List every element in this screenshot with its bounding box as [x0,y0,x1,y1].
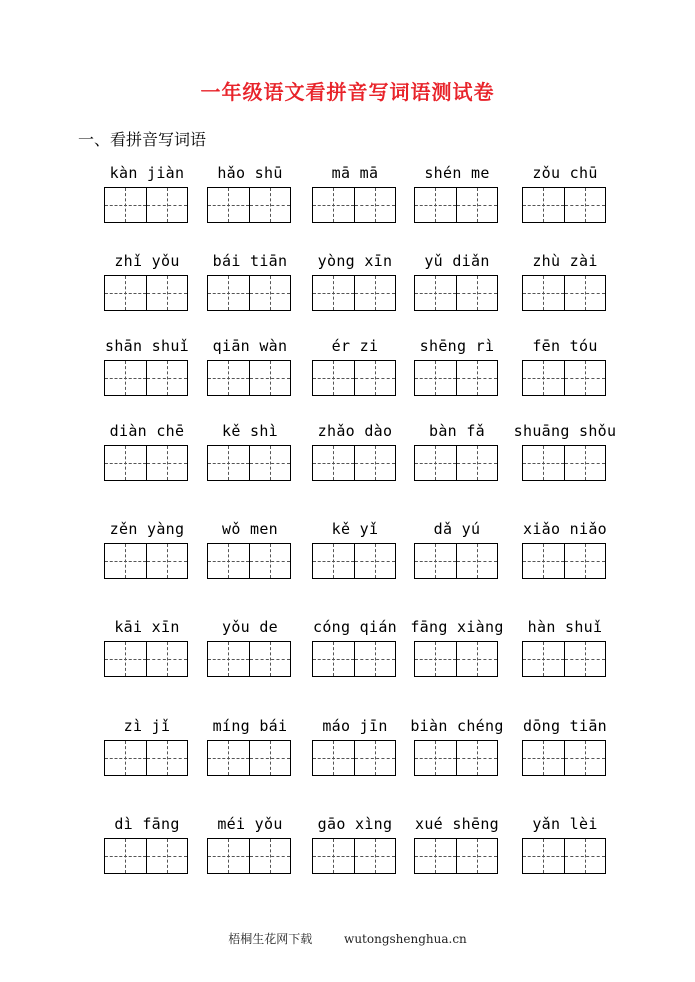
pinyin-text: shén me [424,164,490,182]
pinyin-text: hàn shuǐ [527,618,603,636]
writing-box[interactable] [312,187,396,223]
writing-box[interactable] [207,445,291,481]
tian-zi-cell[interactable] [523,544,564,578]
tian-zi-cell[interactable] [208,741,249,775]
footer-site-name: 梧桐生花网下载 [228,932,313,946]
pinyin-item [522,337,608,397]
tian-zi-cell[interactable] [354,544,396,578]
tian-zi-cell[interactable] [249,839,291,873]
tian-zi-cell[interactable] [564,741,606,775]
tian-zi-cell[interactable] [208,446,249,480]
tian-zi-cell[interactable] [208,839,249,873]
tian-zi-cell[interactable] [105,741,146,775]
tian-zi-cell[interactable] [208,188,249,222]
tian-zi-cell[interactable] [354,276,396,310]
tian-zi-cell[interactable] [249,741,291,775]
pinyin-text: máo jīn [322,717,388,735]
tian-zi-cell[interactable] [313,839,354,873]
writing-box[interactable] [207,838,291,874]
pinyin-item [414,422,500,482]
tian-zi-cell[interactable] [456,276,498,310]
pinyin-item [522,164,608,224]
tian-zi-cell[interactable] [146,188,188,222]
writing-box[interactable] [104,187,188,223]
writing-box[interactable] [104,838,188,874]
pinyin-text: kāi xīn [114,618,180,636]
section-heading: 一、看拼音写词语 [78,130,207,149]
writing-box[interactable] [522,187,606,223]
pinyin-item [207,422,293,482]
writing-box[interactable] [104,641,188,677]
pinyin-item [312,164,398,224]
pinyin-item [410,717,504,777]
pinyin-text: gāo xìng [317,815,393,833]
pinyin-text: xué shēng [415,815,499,833]
tian-zi-cell[interactable] [415,642,456,676]
pinyin-text: míng bái [212,717,288,735]
tian-zi-cell[interactable] [146,642,188,676]
pinyin-text: ér zi [331,337,379,355]
pinyin-item [207,815,293,875]
tian-zi-cell[interactable] [564,188,606,222]
footer-site-url: wutongshenghua.cn [344,932,467,946]
writing-box[interactable] [414,445,498,481]
writing-box[interactable] [104,275,188,311]
pinyin-text: zěn yàng [109,520,185,538]
pinyin-item [104,717,190,777]
tian-zi-cell[interactable] [564,446,606,480]
pinyin-text: fāng xiàng [410,618,504,636]
writing-box[interactable] [414,740,498,776]
tian-zi-cell[interactable] [146,276,188,310]
pinyin-item [104,520,190,580]
tian-zi-cell[interactable] [354,446,396,480]
tian-zi-cell[interactable] [249,544,291,578]
writing-box[interactable] [522,360,606,396]
tian-zi-cell[interactable] [523,188,564,222]
writing-box[interactable] [104,543,188,579]
pinyin-item [414,520,500,580]
tian-zi-cell[interactable] [354,642,396,676]
tian-zi-cell[interactable] [146,446,188,480]
pinyin-item [414,337,500,397]
tian-zi-cell[interactable] [456,642,498,676]
writing-box[interactable] [312,838,396,874]
tian-zi-cell[interactable] [313,544,354,578]
pinyin-text: yòng xīn [317,252,393,270]
writing-box[interactable] [522,740,606,776]
writing-box[interactable] [312,740,396,776]
pinyin-item [522,815,608,875]
pinyin-text: zǒu chū [532,164,598,182]
pinyin-item [312,422,398,482]
pinyin-text: dōng tiān [523,717,607,735]
writing-box[interactable] [207,641,291,677]
writing-box[interactable] [207,740,291,776]
writing-box[interactable] [312,445,396,481]
pinyin-item [312,618,398,678]
pinyin-text: fēn tóu [532,337,598,355]
writing-box[interactable] [312,641,396,677]
pinyin-text: zhù zài [532,252,598,270]
writing-box[interactable] [414,543,498,579]
tian-zi-cell[interactable] [456,188,498,222]
pinyin-item [410,618,504,678]
pinyin-item [312,520,398,580]
tian-zi-cell[interactable] [313,276,354,310]
tian-zi-cell[interactable] [523,741,564,775]
pinyin-item [414,252,500,312]
writing-box[interactable] [312,543,396,579]
tian-zi-cell[interactable] [313,446,354,480]
pinyin-text: zì jǐ [123,717,171,735]
pinyin-text: zhǎo dào [317,422,393,440]
tian-zi-cell[interactable] [354,839,396,873]
tian-zi-cell[interactable] [523,642,564,676]
pinyin-item [414,164,500,224]
writing-box[interactable] [414,838,498,874]
pinyin-item [207,717,293,777]
pinyin-text: kàn jiàn [109,164,185,182]
tian-zi-cell[interactable] [523,276,564,310]
tian-zi-cell[interactable] [523,361,564,395]
writing-box[interactable] [104,740,188,776]
pinyin-text: kě shì [222,422,278,440]
writing-box[interactable] [522,445,606,481]
pinyin-text: shuāng shǒu [513,422,617,440]
tian-zi-cell[interactable] [105,188,146,222]
pinyin-text: dǎ yú [433,520,481,538]
tian-zi-cell[interactable] [523,446,564,480]
tian-zi-cell[interactable] [564,544,606,578]
pinyin-text: shēng rì [419,337,495,355]
writing-box[interactable] [414,275,498,311]
tian-zi-cell[interactable] [313,188,354,222]
tian-zi-cell[interactable] [105,446,146,480]
pinyin-text: kě yǐ [331,520,379,538]
tian-zi-cell[interactable] [313,741,354,775]
tian-zi-cell[interactable] [564,642,606,676]
writing-box[interactable] [312,360,396,396]
pinyin-text: hǎo shū [217,164,283,182]
writing-box[interactable] [522,275,606,311]
writing-box[interactable] [207,543,291,579]
pinyin-text: biàn chéng [410,717,504,735]
tian-zi-cell[interactable] [456,839,498,873]
pinyin-item [522,717,608,777]
tian-zi-cell[interactable] [249,446,291,480]
tian-zi-cell[interactable] [564,361,606,395]
tian-zi-cell[interactable] [105,642,146,676]
tian-zi-cell[interactable] [105,544,146,578]
pinyin-text: cóng qián [313,618,397,636]
tian-zi-cell[interactable] [208,642,249,676]
pinyin-item [104,164,190,224]
pinyin-item [312,337,398,397]
pinyin-item [522,520,608,580]
pinyin-item [207,252,293,312]
pinyin-item [522,618,608,678]
tian-zi-cell[interactable] [146,544,188,578]
pinyin-text: yǎn lèi [532,815,598,833]
writing-box[interactable] [414,641,498,677]
page-title: 一年级语文看拼音写词语测试卷 [200,80,495,104]
tian-zi-cell[interactable] [146,741,188,775]
tian-zi-cell[interactable] [354,361,396,395]
tian-zi-cell[interactable] [249,276,291,310]
pinyin-text: méi yǒu [217,815,283,833]
writing-box[interactable] [104,360,188,396]
pinyin-text: mā mā [331,164,379,182]
pinyin-text: zhǐ yǒu [114,252,180,270]
pinyin-item [414,815,500,875]
tian-zi-cell[interactable] [415,741,456,775]
writing-box[interactable] [312,275,396,311]
pinyin-item [207,520,293,580]
tian-zi-cell[interactable] [415,544,456,578]
writing-box[interactable] [207,187,291,223]
pinyin-item [522,252,608,312]
tian-zi-cell[interactable] [456,544,498,578]
writing-box[interactable] [414,360,498,396]
tian-zi-cell[interactable] [249,642,291,676]
pinyin-text: xiǎo niǎo [523,520,607,538]
tian-zi-cell[interactable] [415,446,456,480]
writing-box[interactable] [522,838,606,874]
pinyin-item [104,422,190,482]
writing-box[interactable] [207,360,291,396]
pinyin-item [104,252,190,312]
tian-zi-cell[interactable] [415,839,456,873]
tian-zi-cell[interactable] [564,276,606,310]
tian-zi-cell[interactable] [208,276,249,310]
footer [0,930,695,947]
tian-zi-cell[interactable] [105,276,146,310]
tian-zi-cell[interactable] [415,276,456,310]
tian-zi-cell[interactable] [105,839,146,873]
tian-zi-cell[interactable] [249,361,291,395]
pinyin-text: diàn chē [109,422,185,440]
tian-zi-cell[interactable] [354,188,396,222]
tian-zi-cell[interactable] [415,361,456,395]
writing-box[interactable] [104,445,188,481]
pinyin-text: yǔ diǎn [424,252,490,270]
tian-zi-cell[interactable] [456,361,498,395]
writing-box[interactable] [207,275,291,311]
tian-zi-cell[interactable] [105,361,146,395]
pinyin-item [312,815,398,875]
tian-zi-cell[interactable] [313,361,354,395]
pinyin-item [104,337,190,397]
tian-zi-cell[interactable] [523,839,564,873]
pinyin-item [312,717,398,777]
pinyin-text: bàn fǎ [429,422,485,440]
writing-box[interactable] [522,641,606,677]
pinyin-text: wǒ men [222,520,278,538]
pinyin-item [104,815,190,875]
tian-zi-cell[interactable] [456,446,498,480]
writing-box[interactable] [522,543,606,579]
tian-zi-cell[interactable] [146,839,188,873]
tian-zi-cell[interactable] [208,361,249,395]
pinyin-item [207,164,293,224]
pinyin-item [312,252,398,312]
pinyin-item [104,618,190,678]
tian-zi-cell[interactable] [249,188,291,222]
tian-zi-cell[interactable] [415,188,456,222]
writing-box[interactable] [414,187,498,223]
pinyin-text: shān shuǐ [105,337,189,355]
tian-zi-cell[interactable] [456,741,498,775]
pinyin-text: qiān wàn [212,337,288,355]
tian-zi-cell[interactable] [208,544,249,578]
pinyin-item [207,618,293,678]
pinyin-item [513,422,617,482]
tian-zi-cell[interactable] [146,361,188,395]
tian-zi-cell[interactable] [313,642,354,676]
pinyin-text: dì fāng [114,815,180,833]
pinyin-text: yǒu de [222,618,278,636]
pinyin-text: bái tiān [212,252,288,270]
tian-zi-cell[interactable] [564,839,606,873]
pinyin-item [207,337,293,397]
tian-zi-cell[interactable] [354,741,396,775]
